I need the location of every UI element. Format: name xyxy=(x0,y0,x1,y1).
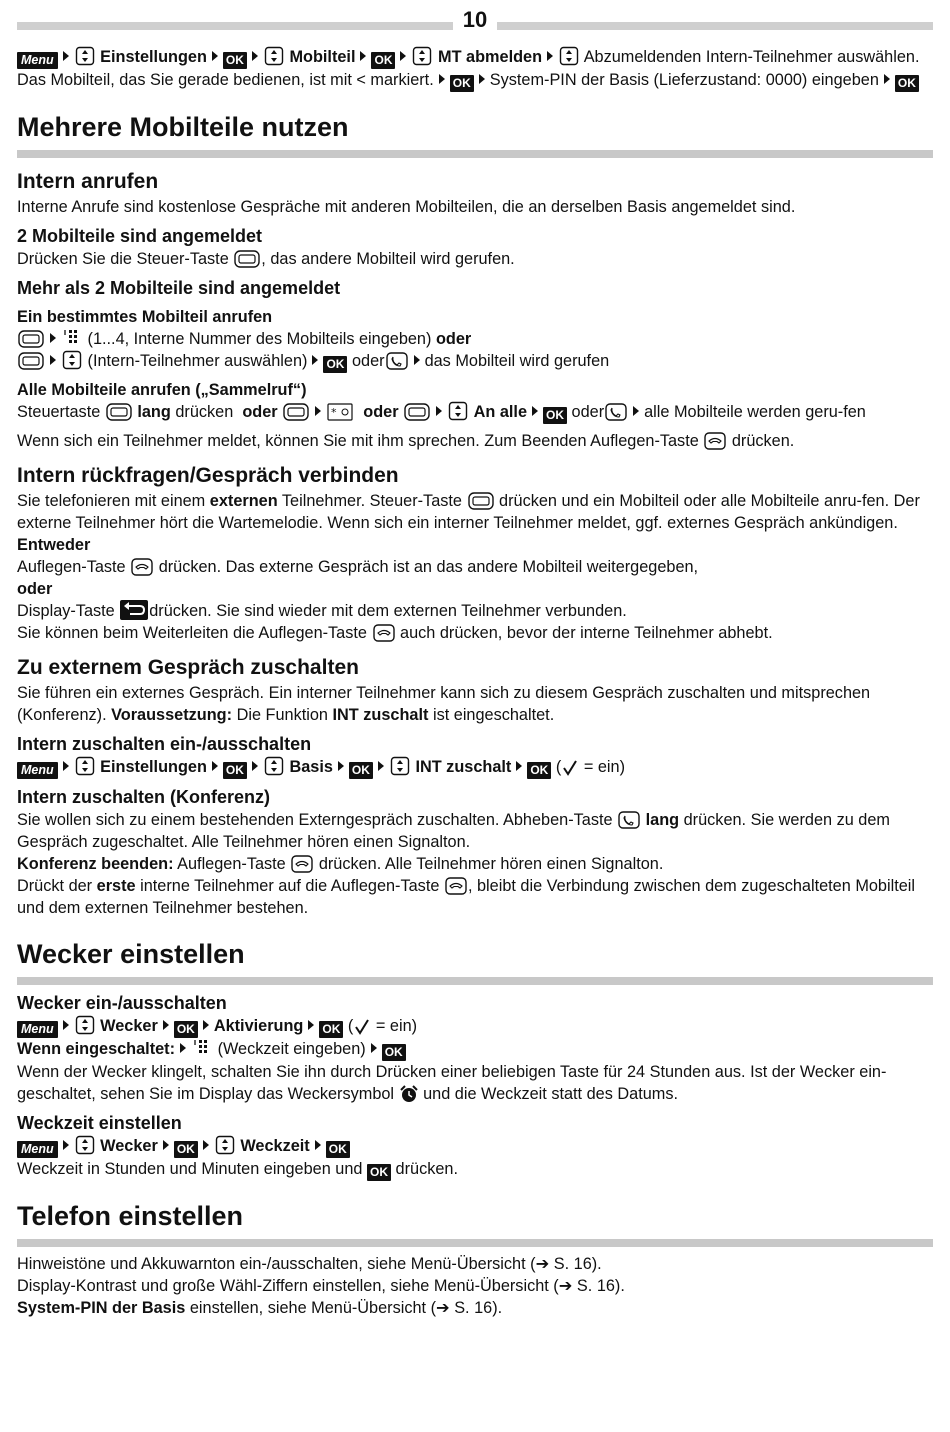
menu-key: Menu xyxy=(17,1021,58,1038)
nav-key-icon xyxy=(75,46,95,66)
konf-end-text xyxy=(17,853,933,875)
text-fragment: Display-Taste xyxy=(17,602,115,620)
text-fragment: Sie können beim Weiterleiten die Auflegen-Taste xyxy=(17,624,367,642)
arrow-icon xyxy=(371,1043,377,1053)
text-fragment: und die Weckzeit statt des Datums. xyxy=(423,1085,678,1103)
header-rule-right xyxy=(497,22,933,30)
arrow-icon xyxy=(203,1140,209,1150)
section-title-telefon: Telefon einstellen xyxy=(17,1199,933,1247)
arrow-icon xyxy=(547,51,553,61)
text-fragment: oder xyxy=(571,403,605,421)
arrow-icon xyxy=(315,1140,321,1150)
back-key-icon xyxy=(120,600,148,620)
text-fragment: externen xyxy=(209,492,278,510)
arrow-icon xyxy=(414,355,420,365)
entweder-label xyxy=(17,534,933,556)
arrow-icon xyxy=(180,1043,186,1053)
arrow-icon xyxy=(884,74,890,84)
arrow-icon xyxy=(63,51,69,61)
text-fragment: An alle xyxy=(473,403,527,421)
ok-key: OK xyxy=(382,1044,406,1061)
hangup-key-icon xyxy=(445,877,467,895)
arrow-icon xyxy=(338,761,344,771)
heading-rueckfragen: Intern rückfragen/Gespräch verbinden xyxy=(17,464,399,487)
arrow-icon xyxy=(63,761,69,771)
text-fragment: Sie führen ein externes Gespräch. Ein interner Teilnehmer kann sich zu diesem Gespräch zuschalten und mitsprechen (Konferenz). xyxy=(17,684,871,724)
hangup-key-icon xyxy=(373,624,395,642)
arrow-icon xyxy=(378,761,384,771)
arrow-icon xyxy=(315,406,321,416)
ok-key: OK xyxy=(319,1021,343,1038)
text-fragment: drücken. xyxy=(731,432,795,450)
text-fragment: Einstellungen xyxy=(100,758,207,776)
hangup-key-icon xyxy=(291,855,313,873)
control-key-icon xyxy=(234,250,260,268)
two-text xyxy=(17,248,933,270)
text-fragment: alle Mobilteile werden geru-fen xyxy=(644,403,866,421)
all-end-text xyxy=(17,430,933,452)
ok-key: OK xyxy=(450,75,474,92)
keypad-icon xyxy=(192,1038,212,1058)
ref-arrow-icon: ➔ xyxy=(535,1255,554,1273)
text-fragment: drücken. Alle Teilnehmer hören einen Signalton. xyxy=(318,855,664,873)
ok-key: OK xyxy=(174,1021,198,1038)
menu-key: Menu xyxy=(17,1141,58,1158)
nav-key-icon xyxy=(448,401,468,421)
menu-path-mt-abmelden: MT abmelden xyxy=(438,48,543,66)
nav-key-icon xyxy=(75,1015,95,1035)
text-fragment: Steuertaste xyxy=(17,403,101,421)
nav-key-icon xyxy=(390,756,410,776)
menu-key: Menu xyxy=(17,52,58,69)
heading-konferenz: Intern zuschalten (Konferenz) xyxy=(17,787,271,807)
text-fragment: lang xyxy=(645,811,680,829)
arrow-icon xyxy=(212,51,218,61)
call-key-icon xyxy=(605,403,627,421)
telefon-line-1 xyxy=(17,1253,933,1275)
nav-key-icon xyxy=(215,1135,235,1155)
text-fragment: Sie wollen sich zu einem bestehenden Externgespräch zuschalten. Abheben-Taste xyxy=(17,811,613,829)
text-fragment: Basis xyxy=(289,758,333,776)
text-fragment: Wenn der Wecker klingelt, schalten Sie ihn durch Drücken einer beliebigen Taste für 24 Stunden aus. Ist der Wecker ein-geschaltet, sehen Sie im Display das Weckersymbol xyxy=(17,1063,887,1103)
text-fragment: = ein) xyxy=(583,758,626,776)
section-title-mobilteile: Mehrere Mobilteile nutzen xyxy=(17,110,933,158)
arrow-icon xyxy=(532,406,538,416)
heading-bestimmtes-mobilteil: Ein bestimmtes Mobilteil anrufen xyxy=(17,308,273,326)
menu-path-mobilteil: Mobilteil xyxy=(289,48,356,66)
menu-path-einstellungen: Einstellungen xyxy=(100,48,207,66)
arrow-icon xyxy=(308,1020,314,1030)
text-fragment: Aktivierung xyxy=(213,1017,304,1035)
wecker-text xyxy=(17,1061,933,1105)
page-number: 10 xyxy=(462,7,488,32)
text-fragment: Wecker xyxy=(100,1017,158,1035)
text-fragment: Display-Kontrast und große Wähl-Ziffern einstellen, siehe Menü-Übersicht ( xyxy=(17,1277,559,1295)
text-fragment: oder xyxy=(17,580,53,598)
arrow-icon xyxy=(163,1140,169,1150)
section-title-wecker: Wecker einstellen xyxy=(17,937,933,985)
heading-wecker-ein-aus: Wecker ein-/ausschalten xyxy=(17,993,227,1013)
page-reference[interactable]: S. 16). xyxy=(553,1255,602,1273)
page-reference[interactable]: S. 16). xyxy=(576,1277,625,1295)
control-key-icon xyxy=(468,492,494,510)
arrow-icon xyxy=(63,1020,69,1030)
nav-key-icon xyxy=(62,350,82,370)
text-fragment: Wenn sich ein Teilnehmer meldet, können Sie mit ihm sprechen. Zum Beenden Auflegen-Taste xyxy=(17,432,699,450)
nav-key-icon xyxy=(412,46,432,66)
weckzeit-path xyxy=(17,1135,933,1158)
text-fragment: oder xyxy=(351,352,385,370)
control-key-icon xyxy=(106,403,132,421)
svg-text:*: * xyxy=(331,406,337,419)
keypad-icon xyxy=(62,328,82,348)
text-fragment: einstellen, siehe Menü-Übersicht ( xyxy=(189,1299,437,1317)
intro-paragraph xyxy=(17,46,933,92)
rueck-text xyxy=(17,490,933,534)
ok-key: OK xyxy=(174,1141,198,1158)
text-fragment: Hinweistöne und Akkuwarnton ein-/ausschalten, siehe Menü-Übersicht ( xyxy=(17,1255,536,1273)
arrow-icon xyxy=(436,406,442,416)
telefon-line-2 xyxy=(17,1275,933,1297)
text-fragment: INT zuschalt xyxy=(332,706,429,724)
nav-key-icon xyxy=(75,1135,95,1155)
intro-text-pin: System-PIN der Basis (Lieferzustand: 0000) eingeben xyxy=(489,71,879,89)
text-fragment: drücken. Sie sind wieder mit dem externen Teilnehmer verbunden. xyxy=(149,602,627,620)
arrow-icon xyxy=(479,74,485,84)
arrow-icon xyxy=(439,74,445,84)
page-header xyxy=(17,6,933,34)
konf-text xyxy=(17,809,933,853)
arrow-icon xyxy=(312,355,318,365)
text-fragment: Drücken Sie die Steuer-Taste xyxy=(17,250,229,268)
weckzeit-text xyxy=(17,1158,933,1181)
heading-2-mobilteile: 2 Mobilteile sind angemeldet xyxy=(17,226,263,246)
arrow-icon xyxy=(50,333,56,343)
text-fragment: drücken. Sie werden zu dem Gespräch zugeschaltet. Alle Teilnehmer hören einen Signalton. xyxy=(17,811,890,851)
alarm-clock-icon xyxy=(400,1085,418,1103)
checkmark-icon xyxy=(562,760,578,776)
all-text xyxy=(17,401,933,424)
text-fragment: oder xyxy=(363,403,399,421)
text-fragment: Konferenz beenden: xyxy=(17,855,174,873)
arrow-icon xyxy=(203,1020,209,1030)
text-fragment: (1...4, Interne Nummer des Mobilteils eingeben) xyxy=(87,330,432,348)
ok-key: OK xyxy=(223,762,247,779)
rueck-option-1 xyxy=(17,556,933,578)
arrow-icon xyxy=(400,51,406,61)
ok-key: OK xyxy=(223,52,247,69)
ok-key: OK xyxy=(367,1164,391,1181)
ok-key: OK xyxy=(326,1141,350,1158)
text-fragment: = ein) xyxy=(375,1017,418,1035)
text-fragment: System-PIN der Basis xyxy=(17,1299,186,1317)
text-fragment: auch drücken, bevor der interne Teilnehmer abhebt. xyxy=(400,624,773,642)
text-fragment: lang xyxy=(137,403,171,421)
text-fragment: erste xyxy=(96,877,136,895)
ref-arrow-icon: ➔ xyxy=(558,1277,577,1295)
heading-intern-zuschalten: Intern zuschalten ein-/ausschalten xyxy=(17,734,312,754)
rueck-option-2 xyxy=(17,600,933,622)
ok-key: OK xyxy=(323,356,347,373)
arrow-icon xyxy=(252,761,258,771)
page-content xyxy=(17,46,933,1319)
text-fragment: oder xyxy=(242,403,278,421)
control-key-icon xyxy=(18,330,44,348)
nav-key-icon xyxy=(264,756,284,776)
control-key-icon xyxy=(283,403,309,421)
text-fragment: (Weckzeit eingeben) xyxy=(217,1040,366,1058)
arrow-icon xyxy=(50,355,56,365)
text-fragment: oder xyxy=(435,330,472,348)
nav-key-icon xyxy=(559,46,579,66)
arrow-icon xyxy=(633,406,639,416)
heading-weckzeit: Weckzeit einstellen xyxy=(17,1113,182,1133)
heading-sammelruf: Alle Mobilteile anrufen („Sammelruf“) xyxy=(17,381,307,399)
text-fragment: Sie telefonieren mit einem xyxy=(17,492,206,510)
call-key-icon xyxy=(386,352,408,370)
wecker-when xyxy=(17,1038,933,1061)
text-fragment: drücken und ein Mobilteil oder alle Mobilteile anru-fen. Der externe Teilnehmer hört die Wartemelodie. Wenn sich ein interner Teilnehmer meldet, ggf. externes Gespräch ankündigen. xyxy=(17,492,920,532)
text-fragment: das Mobilteil wird gerufen xyxy=(424,352,610,370)
hangup-key-icon xyxy=(131,558,153,576)
one-line-1 xyxy=(17,328,933,350)
ok-key: OK xyxy=(371,52,395,69)
arrow-icon xyxy=(252,51,258,61)
zu-text xyxy=(17,682,933,726)
text-fragment: ist eingeschaltet. xyxy=(432,706,555,724)
control-key-icon xyxy=(404,403,430,421)
text-fragment: drücken xyxy=(175,403,234,421)
ok-key: OK xyxy=(527,762,551,779)
oder-label xyxy=(17,578,933,600)
text-fragment: INT zuschalt xyxy=(415,758,512,776)
star-key-icon xyxy=(327,403,353,421)
page-reference[interactable]: S. 16). xyxy=(454,1299,503,1317)
text-fragment: Voraussetzung: xyxy=(111,706,233,724)
control-key-icon xyxy=(18,352,44,370)
arrow-icon xyxy=(63,1140,69,1150)
konf-note xyxy=(17,875,933,919)
one-line-2 xyxy=(17,350,933,373)
izs-path: Menu Einstellungen OK Basis OK INT zuschalt OK ( = ein) xyxy=(17,756,933,779)
telefon-line-3 xyxy=(17,1297,933,1319)
ok-key: OK xyxy=(895,75,919,92)
arrow-icon xyxy=(516,761,522,771)
arrow-icon xyxy=(212,761,218,771)
heading-mehr-als-2: Mehr als 2 Mobilteile sind angemeldet xyxy=(17,278,341,298)
nav-key-icon xyxy=(75,756,95,776)
text-fragment: Wecker xyxy=(100,1137,158,1155)
text-fragment: Auflegen-Taste xyxy=(177,855,286,873)
text-fragment: Auflegen-Taste xyxy=(17,558,126,576)
intro-text: Abzumeldenden Intern-Teilnehmer auswählen. Das Mobilteil, das Sie gerade bedienen, ist mit < markiert. xyxy=(17,48,920,89)
text-fragment: interne Teilnehmer auf die Auflegen-Taste xyxy=(140,877,440,895)
text-fragment: , bleibt die Verbindung zwischen dem zugeschalteten Mobilteil und dem externen Teilnehmer bestehen. xyxy=(17,877,916,917)
text-fragment: Weckzeit in Stunden und Minuten eingeben und xyxy=(17,1160,363,1178)
wecker-path: Menu Wecker OK Aktivierung OK ( = ein) xyxy=(17,1015,933,1038)
hangup-key-icon xyxy=(704,432,726,450)
text-fragment: Die Funktion xyxy=(236,706,328,724)
ok-key: OK xyxy=(543,407,567,424)
heading-zuschalten: Zu externem Gespräch zuschalten xyxy=(17,656,359,679)
intern-text: Interne Anrufe sind kostenlose Gespräche mit anderen Mobilteilen, die an derselben Basis angemeldet sind. xyxy=(17,198,796,216)
text-fragment: drücken. xyxy=(395,1160,458,1178)
text-fragment: Wenn eingeschaltet: xyxy=(17,1040,176,1058)
ref-arrow-icon: ➔ xyxy=(436,1299,455,1317)
arrow-icon xyxy=(360,51,366,61)
heading-intern-anrufen: Intern anrufen xyxy=(17,170,159,193)
nav-key-icon xyxy=(264,46,284,66)
text-fragment: (Intern-Teilnehmer auswählen) xyxy=(87,352,308,370)
menu-key: Menu xyxy=(17,762,58,779)
text-fragment: Entweder xyxy=(17,536,91,554)
checkmark-icon xyxy=(354,1019,370,1035)
call-key-icon xyxy=(618,811,640,829)
ok-key: OK xyxy=(349,762,373,779)
text-fragment: Drückt der xyxy=(17,877,93,895)
text-fragment: Teilnehmer. Steuer-Taste xyxy=(281,492,462,510)
text-fragment: Weckzeit xyxy=(240,1137,310,1155)
text-fragment: drücken. Das externe Gespräch ist an das andere Mobilteil weitergegeben, xyxy=(158,558,699,576)
text-fragment: , das andere Mobilteil wird gerufen. xyxy=(261,250,515,268)
rueck-note xyxy=(17,622,933,644)
arrow-icon xyxy=(163,1020,169,1030)
